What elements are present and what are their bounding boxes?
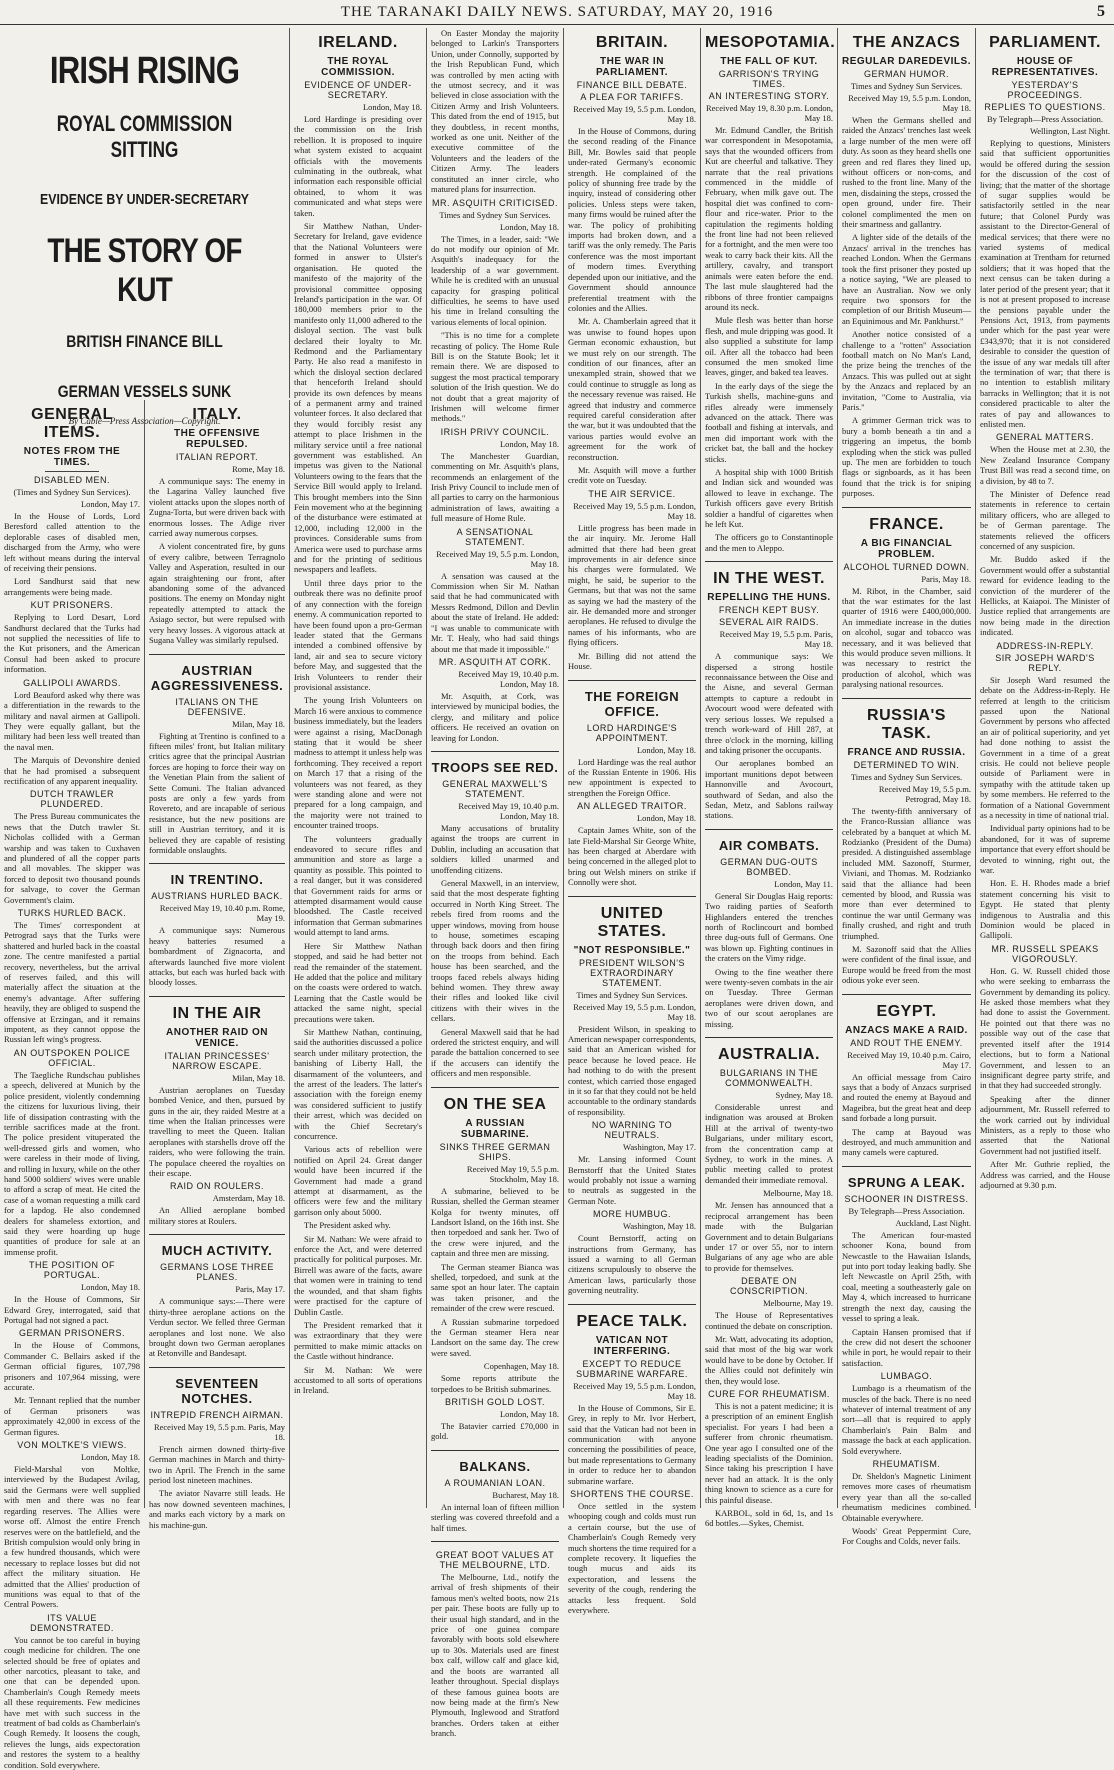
dateline: London, May 18. [636, 744, 696, 755]
section-subheading: THE WAR IN PARLIAMENT. [596, 56, 668, 78]
paragraph: Here Sir Matthew Nathan stopped, and said he had better not read the remainder of the statement. He added that the police and military on the coasts were ordered to watch. Learning that the Castle would be attacked the same night, special precautions were taken. [294, 940, 422, 1024]
article-heading: IRISH PRIVY COUNCIL. [440, 426, 550, 437]
dateline: Bucharest, May 18. [492, 1489, 559, 1500]
paragraph: The young Irish Volunteers on March 16 were anxious to commence business immediately, but the leaders were against a rising, MacDonagh stating that it would be sheer madness to attempt it unless help was forthcoming. They received a report on March 17 that a rising of the volunteers was not feared, as they were standing alone and were not prepared for a long campaign, and the majority were not trained to encounter trained troops. [294, 695, 422, 831]
dateline: London, May 18. [499, 438, 559, 449]
paragraph: The American four-masted schooner Kona, bound from Newcastle to the Hawaiian Islands, put into port today leaking badly. She left Newcastle on April 25th, with coal, meeting a southeasterly gale on May 4, which increased to hurricane strength the next day, causing the vessel to spring a leak. [842, 1229, 971, 1324]
column-general-items [0, 400, 145, 1770]
article-heading: ITS VALUE DEMONSTRATED. [30, 1612, 114, 1633]
paragraph: The Times' correspondent at Petrograd says that the Turks were shattered and hurled back in the coastal zone. The centre manifested a partial recovery, nevertheless, but the arrival of reserves failed, and this will materially affect the situation at the enemy's advantage. After suffering heavily, they are obliged to suspend the offensive at Erzingan, and it remains impotent, as they cannot oppose the Russian left wing's progress. [4, 920, 140, 1045]
paragraph: The twenty-fifth anniversary of the Franco-Russian alliance was celebrated by a banquet at which M. Rodzianko (President of the Duma) presided. A distinguished assemblage included MM. Sazonoff, Sturmer, Viviani, and Thomas. M. Rodzianko said that the alliance had been cemented by blood, and Russia was more than ever determined to continue the war until Germany was finally crushed, and right and truth triumphed. [842, 805, 971, 941]
source-line: By Telegraph—Press Association. [848, 1205, 965, 1216]
article-heading: GARRISON'S TRYING TIMES. [718, 69, 820, 89]
paragraph: Individual party opinions had to be abandoned, for it was of supreme importance that every effort should be devoted to winning, right out, the war. [980, 823, 1110, 875]
section-heading: BRITAIN. [595, 34, 669, 51]
paragraph: Mr. Asquith, at Cork, was interviewed by municipal bodies, the clergy, and military and police officers. He received an ovation on leaving for London. [431, 690, 559, 743]
paragraph: Sir M. Nathan: We were accustomed to all sorts of operations in Ireland. [294, 1364, 422, 1396]
dateline: Copenhagen, May 18. [483, 1361, 559, 1372]
paragraph: Lord Sandhurst said that new arrangements were being made. [4, 576, 140, 597]
article-heading: AN OUTSPOKEN POLICE OFFICIAL. [13, 1047, 131, 1068]
section-heading: ON THE SEA [443, 1095, 547, 1113]
paragraph: Hon. G. W. Russell chided those who were seeking to embarrass the Government by demanding its policy. He asked those members what they had done to assist the Government. He pointed out that there was no possible way out of the case that prevented itself after the 1914 elections, but to form a National Government, and lessen to an insignificant degree party strife, and in that they had succeeded strongly. [980, 965, 1110, 1091]
paragraph: A communique says:—There were thirty-three aeroplane actions on the Verdun sector. We felled three German aeroplanes and lost none. We also brought down two German aeroplanes at Retonville and Bandesapt. [149, 1296, 285, 1359]
section-subheading: THE FALL OF KUT. [720, 56, 818, 67]
column-ireland-continued [427, 28, 564, 1739]
section-subheading: "NOT RESPONSIBLE." [573, 944, 691, 956]
article-heading: AND ROUT THE ENEMY. [850, 1037, 963, 1048]
dateline: Melbourne, May 19. [763, 1298, 833, 1309]
paragraph: General Maxwell said that he had ordered the strictest enquiry, and will parade the battalion concerned to see if the accusers can identify the officers and men responsible. [431, 1026, 559, 1079]
paragraph: You cannot be too careful in buying cough medicine for children. The one selected should be free of opiates and other narcotics, pleasant to take, and one that can be depended upon. Chamberlain's Cough Remedy meets all these requirements. Few medicines have met with such success in the treatment of bad colds as Chamberlain's Cough Remedy. It loosens the cough, relieves the lungs, aids expectoration and restores the system to a healthy condition. Sold everywhere. [4, 1634, 140, 1770]
dateline: Auckland, Last Night. [895, 1217, 971, 1228]
section-heading: EGYPT. [876, 1002, 937, 1020]
article-heading: THE POSITION OF PORTUGAL. [28, 1260, 115, 1281]
dateline: Received May 19, 10.40 p.m. London, May 18. [458, 668, 559, 689]
section-heading: THE FOREIGN OFFICE. [584, 688, 680, 719]
dateline: London, May 18. [362, 102, 422, 112]
section-subheading: HOUSE OF REPRESENTATIVES. [991, 56, 1099, 78]
paragraph: An Allied aeroplane bombed military stores at Roulers. [149, 1205, 285, 1226]
banner-headline-irish-rising: IRISH RISING [49, 50, 240, 92]
paragraph: Until three days prior to the outbreak there was no definite proof of any connection with the foreign enemy. A communication reported to have been found upon a pro-German leader stated that the Germans intended a combined offensive by land, air and sea to secure victory before May, and suggested that the Irish Volunteers to render their provisional assistance. [294, 577, 422, 692]
dateline: Amsterdam, May 18. [212, 1193, 285, 1204]
paragraph: Mr. Edmund Candler, the British war correspondent in Mesopotamia, says that the wounded officers from Kut are cheerful and talkative. They narrate that the real privations commenced in the middle of February, when milk gave out. The hospital diet was confined to corn-flour and rice-water. Prior to the capitulation the regiments holding the front line had not been relieved for a fortnight, and the men were too weak to carry back their kits. All the artillery, cavalry, and transport animals were eaten before the end. The last mule slaughtered had the ribbons of three frontier campaigns around its neck. [705, 125, 833, 312]
paragraph: French airmen downed thirty-five German machines in March and thirty-two in April. The French in the same period lost nineteen machines. [149, 1443, 285, 1485]
column-italy [145, 400, 290, 1530]
paragraph: Another notice consisted of a challenge to a "rotten" Association football match on No Man's Land, the prize being the trenches of the Anzacs. This was pulled out at sight by the Anzacs and replaced by an invitation, "Come to Australia, via Paris." [842, 329, 971, 412]
advert-paragraph: Woods' Great Peppermint Cure, For Coughs and Colds, never fails. [842, 1526, 971, 1547]
article-heading: ALCOHOL TURNED DOWN. [843, 561, 970, 572]
section-heading: MUCH ACTIVITY. [161, 1243, 273, 1259]
dateline: Received May 19, 5.5 p.m. Stockholm, May 18. [466, 1163, 559, 1184]
dateline: Received May 19, 8.30 p.m. London, May 18. [705, 103, 833, 123]
article-heading: ITALIAN REPORT. [175, 452, 259, 462]
advert-paragraph: Dr. Sheldon's Magnetic Liniment removes more cases of rheumatism every year than all the so-called rheumatism medicines combined. Obtainable everywhere. [842, 1470, 971, 1523]
paragraph: Sir Matthew Nathan, Under-Secretary for Ireland, gave evidence that the National Volunteers were formed in answer to Ulster's organisation. He quoted the manifesto of the majority of the provisional committee opposing Ireland's participation in the war. Of 180,000 members prior to the manifesto only 11,000 adhered to the disloyal section. The vast bulk declared their loyalty to Mr. Redmond and the Parliamentary Party. He also read a manifesto in which the disloyal section declared that henceforth Ireland should provide its own defences by means of a permanent army and trained volunteer forces. It also declared that they would forcibly resist any attempt to place Irishmen in the military service until a free national government was established. An impetus was given to the National Volunteers owing to the fears that the Service Bill would apply to Ireland. This brought members into the Sinn Fein movement who at the beginning of the disturbance were estimated at 12,000, including 12,000 in the provinces. Considerable sums from America were used to purchase arms and for the printing of seditious newspapers and leaflets. [294, 221, 422, 575]
article-heading: AUSTRIANS HURLED BACK. [151, 891, 283, 902]
article-heading: A SENSATIONAL STATEMENT. [456, 526, 534, 547]
dateline: Received May 19, 10.40 p.m. Cairo, May 17. [847, 1049, 971, 1070]
article-heading: MR. ASQUITH AT CORK. [438, 656, 552, 667]
paragraph: The camp at Bayoud was destroyed, and much ammunition and many camels were captured. [842, 1126, 971, 1158]
paragraph: A submarine, believed to be Russian, shelled the German steamer Kolga for twenty minutes, off Landsort Island, on the 16th inst. She then torpedoed and sank her. Two of the crew were injured, and the captain and three men are missing. [431, 1185, 559, 1259]
section-subheading: THE OFFENSIVE REPULSED. [174, 428, 260, 450]
section-heading: MESOPOTAMIA. [705, 34, 836, 51]
paragraph: When the House met at 2.30, the New Zealand Insurance Company Trust Bill was read a second time, on a division, by 48 to 7. [980, 444, 1110, 486]
column-ireland [290, 28, 427, 1508]
article-heading: BRITISH GOLD LOST. [444, 1397, 546, 1407]
article-heading: REPLIES TO QUESTIONS. [984, 102, 1106, 112]
paragraph: The volunteers gradually endeavored to secure rifles and ammunition and store as large a quantity as possible. This pointed to a real danger, but it was considered that Government raids for arms or attempted disarmament would cause bloodshed. The Castle received information that German submarines would attempt to land arms. [294, 833, 422, 938]
paragraph: In the House of Commons, Sir Edward Grey, interrogated, said that Portugal had not signed a pact. [4, 1294, 140, 1325]
paragraph: A Russian submarine torpedoed the German steamer Hera near Landsort on the same day. The crew were saved. [431, 1316, 559, 1358]
banner-byline: By Cable—Press Association—Copyright. [68, 416, 221, 426]
source-line: Times and Sydney Sun Services. [439, 209, 551, 220]
paragraph: In the early days of the siege the Turkish shells, machine-guns and rifles already were immensely advanced on the attack. There was football and fishing at intervals, and men did important work with the cricket bat, the ball and the hockey sticks. [705, 380, 833, 464]
article-heading: SEVERAL AIR RAIDS. [719, 617, 819, 628]
article-heading: GENERAL MATTERS. [995, 432, 1094, 443]
paragraph: Owing to the fine weather there were twenty-seven combats in the air on Tuesday. Three German aeroplanes were driven down, and two of our scout aeroplanes are missing. [705, 966, 833, 1029]
paragraph: The Taegliche Rundschau publishes a speech, delivered at Munich by the police president, violently condemning the citizens for luxurious living, their life of dissipation contrasting with the terrible sacrifices made at the front. The police president vituperated the well-dressed girls and women, who were careless in their mode of living, and rolling in luxury, while on the other hand 5000 soldiers' wives were unable to afford a scrap of meat. He cited the case of a woman requesting a milk card for a lapdog. He also condemned dealers for shameless extortion, and said they were hoarding up huge quantities of produce for sale at an immense profit. [4, 1069, 140, 1257]
dateline: Milan, May 18. [232, 718, 285, 729]
paragraph: Considerable unrest and indignation was aroused at Broken Hill at the arrival of twenty-two Bulgarians, under military escort, from the concentration camp at Sydney, to work in the mines. A public meeting called to protest demanded their immediate removal. [705, 1102, 833, 1185]
newspaper-page [0, 28, 1114, 1770]
article-heading: DETERMINED TO WIN. [853, 759, 960, 770]
advert-paragraph: Once settled in the system whooping cough and colds must run a certain course, but the use of Chamberlain's Cough Remedy very much shortens the time required for a complete recovery. It liquefies the tough mucus and aids its expectoration, and lessens the severity of the cough, rendering the attacks less frequent. Sold everywhere. [568, 1500, 696, 1615]
source-line: (Times and Sydney Sun Services). [13, 487, 131, 497]
dateline: Received May 19, 5.5 p.m. London, May 18. [436, 548, 559, 569]
article-heading: GERMAN PRISONERS. [18, 1328, 125, 1339]
article-heading: ITALIANS ON THE DEFENSIVE. [175, 696, 259, 717]
advert-heading: RHEUMATISM. [872, 1458, 941, 1469]
source-line: Times and Sydney Sun Services. [850, 771, 963, 782]
article-heading: ADDRESS-IN-REPLY. [996, 640, 1094, 651]
paragraph: Lord Beauford asked why there was a differentiation in the rewards to the military and naval airmen at Gallipoli. They were equally gallant, but the military had been less well treated than the naval men. [4, 689, 140, 752]
dateline: London, May 18. [80, 1282, 140, 1293]
paragraph: Mr. A. Chamberlain agreed that it was unwise to found hopes upon German economic exhaustion, but we must rely on our strength. The condition of our finances, after an unexampled strain, showed that we could continue to struggle as long as the necessary revenue was raised. He agreed that industry and commerce required careful consideration after the war, but it was undoubted that the various parties would evolve an agreement for the work of reconstruction. [568, 316, 696, 462]
section-heading: ITALY. [192, 406, 242, 423]
dateline: Received May 19, 5.5 p.m. London, May 18. [573, 1380, 696, 1401]
paragraph: Mr. Lansing informed Count Bernstorff that the United States would probably not issue a warning to neutrals as suggested in the German Note. [568, 1154, 696, 1206]
paragraph: Sir Matthew Nathan, continuing, said the authorities discussed a police search under military protection, the banishing of Liberty Hall, the disarmament of the volunteers, and the arrest of the leaders. The latter's association with the foreign enemy was considered sufficient to justify their arrest, which was decided on with the Chief Secretary's concurrence. [294, 1026, 422, 1141]
paragraph: An internal loan of fifteen million sterling was covered threefold and a half times. [431, 1501, 559, 1533]
paragraph: "This is no time for a complete recasting of policy. The Home Rule Bill is on the Statute Book; let it remain there. We are disposed to suggest the most practical temporary solution of the Irish question. We do not doubt that a great majority of Irishmen will welcome firmer methods." [431, 330, 559, 424]
dateline: Washington, May 17. [623, 1142, 696, 1153]
paragraph: Mr. Jensen has announced that a reciprocal arrangement has been made with the Bulgarian Government and to detain Bulgarians under 17 or over 55, nor to intern Bulgarians of any age who are able to provide for themselves. [705, 1200, 833, 1273]
article-heading: LORD HARDINGE'S APPOINTMENT. [586, 722, 678, 743]
banner-headline-story-of-kut: THE STORY OF KUT [47, 232, 242, 309]
paragraph: A communique says: The enemy in the Lagarina Valley launched five violent attacks upon the slopes north of Zugna-Torta, but were driven back with enormous losses. The Adige river carried away numerous corpses. [149, 476, 285, 539]
paragraph: Mr. Buddo asked if the Government would offer a substantial reward for evidence leading to the conviction of the murderer of the Hellicks, at Kaiapoi. The Minister of Justice replied that arrangements are now being made in the direction indicated. [980, 554, 1110, 638]
dateline: Wellington, Last Night. [1029, 126, 1110, 136]
section-heading: IRELAND. [318, 34, 398, 51]
paragraph: The President remarked that it was extraordinary that they were permitted to make mimic attacks on the Castle without hindrance. [294, 1319, 422, 1362]
article-heading: AN INTERESTING STORY. [708, 91, 830, 101]
advert-heading: CURE FOR RHEUMATISM. [708, 1388, 830, 1399]
article-heading: BULGARIANS IN THE COMMONWEALTH. [719, 1068, 819, 1089]
dateline: Received May 19, 5.5 p.m. London, May 18. [573, 104, 696, 124]
dateline: London, May 18. [636, 813, 696, 824]
paragraph: The Times, in a leader, said: "We do not modify our opinion of Mr. Asquith's inadequacy for the leadership of a war government. While he is credited with an unusual capacity for grasping political difficulties, he seems to have used his time in Ireland consulting the various elements of local opinion. [431, 233, 559, 327]
dateline: Melbourne, May 18. [763, 1188, 833, 1199]
advert-paragraph: The Melbourne, Ltd., notify the arrival of fresh shipments of their famous men's welted boots, now 21s per pair. These boots are fully up to their usual high standard, and in the price of one guinea compare favorably with boots sold elsewhere up to 30s. Materials used are finest box calf, willow calf and glace kid, and the boots are warranted all leather throughout. Special displays of these famous guinea boots are now being made at the firm's New Plymouth, Inglewood and Stratford branches. Orders taken at either branch. [431, 1572, 559, 1739]
paragraph: Captain Hansen promised that if the crew did not desert the schooner while in port, he would repair to their satisfaction. [842, 1326, 971, 1368]
paragraph: On Easter Monday the majority belonged to Larkin's Transporters Union, under Connolly, supported by the Irish Republican Fund, which was controlled by men acting with the utmost secrecy, and it was believed in close association with the Citizen Army and Irish Volunteers. This dated from the end of 1915, but they doubtless, in recent months, worked as one unit. Neither of the executive committee of the Volunteers and the leaders of the Citizen Army. The leaders constituted an inner circle, who matured plans for insurrection. [431, 28, 559, 195]
dateline: Paris, May 17. [235, 1284, 285, 1295]
column-britain [564, 28, 701, 1615]
dateline: Sydney, May 18. [775, 1090, 833, 1101]
paragraph: Hon. E. H. Rhodes made a brief statement concerning his visit to Egypt. He stated that plenty indigenous to Australia and this Dominion would be placed in Gallipoli. [980, 878, 1110, 941]
advert-heading: SHORTENS THE COURSE. [570, 1488, 694, 1499]
paragraph: Sir Joseph Ward resumed the debate on the Address-in-Reply. He referred at length to the criticism passed upon the National Government by persons who affected an air of political superiority, and yet had done nothing to assist the Government in a time of a great crisis. He could not believe people outside of Parliament were in sympathy with the attitude taken up by some members. He referred to the formation of a National Government as a necessity in time of national trial. [980, 674, 1110, 820]
paragraph: The aviator Navarre still leads. He has now downed seventeen machines, and marks each victory by a mark on his machine-gun. [149, 1488, 285, 1530]
section-subheading: NOTES FROM THE TIMES. [23, 446, 121, 468]
paragraph: The Minister of Defence read statements in reference to certain military officers, who are alleged to be of German parentage. The statements relieved the officers concerned of any suspicion. [980, 489, 1110, 552]
section-heading: AIR COMBATS. [718, 837, 820, 853]
advert-heading: LUMBAGO. [880, 1371, 933, 1382]
paragraph: A lighter side of the details of the Anzacs' arrival in the trenches has reached London. When the Germans took the first prisoner they posted up a notice saying, "We are pleased to have an Australian. Now we only require two sponsors for the completion of our British Museum—an Equinimous and Mr. Pankhurst." [842, 232, 971, 326]
section-subheading: A BIG FINANCIAL PROBLEM. [860, 537, 953, 560]
section-heading: PARLIAMENT. [989, 34, 1101, 51]
article-heading: AN ALLEGED TRAITOR. [577, 801, 687, 812]
paragraph: Sir M. Nathan: We were afraid to enforce the Act, and were deterred practically for political purposes. Mr. Birrell was aware of the facts, aware that women were in training to tend the wounded, and that sham fights were practised for the capture of Dublin Castle. [294, 1233, 422, 1317]
section-subheading: THE ROYAL COMMISSION. [321, 56, 395, 78]
paragraph: Various acts of rebellion were notified on April 24. Great danger would have been incurred if the Government had made a grand attempt at disarmament, as the officers were few and the military garrison only about 5000. [294, 1144, 422, 1217]
paragraph: A communique says: Numerous heavy batteries resumed a bombardment of Zignacorta, and afterwards launched five more violent attacks, but each was hurled back with bloody losses. [149, 925, 285, 988]
banner-headline-royal-commission: ROYAL COMMISSION SITTING [56, 111, 233, 162]
paragraph: Fighting at Trentino is confined to a fifteen miles' front, but Italian military critics agree that the principal Austrian forces are hoping to force their way on the Venetian Plain from the salient of Sette Comuni. The Italian advanced posts are only a few yards from Rovereto, and are incapable of serious resistance, but the new positions are still in Austrian territory, and it is believed they are capable of resisting formidable onslaughts. [149, 730, 285, 855]
dateline: Received May 19, 5.5 p.m. London, May 18. [573, 500, 696, 521]
article-heading: MR. RUSSELL SPEAKS VIGOROUSLY. [991, 943, 1099, 964]
paragraph: The Press Bureau communicates the news that the Dutch trawler St. Nicholas collided with a German warship and was taken to Cuxhaven and plundered of all the copper parts and all movables. The skipper was forced to deposit two thousand pounds for salvage, to cover the German Government's claim. [4, 811, 140, 905]
dateline: Received May 19, 5.5 p.m. London, May 18. [848, 93, 971, 113]
article-heading: A ROUMANIAN LOAN. [444, 1477, 546, 1488]
article-heading: GERMAN HUMOR. [864, 69, 949, 79]
column-mesopotamia [701, 28, 838, 1529]
section-subheading: ANZACS MAKE A RAID. [845, 1024, 968, 1036]
article-heading: VON MOLTKE'S VIEWS. [17, 1440, 127, 1451]
section-heading: TROOPS SEE RED. [431, 759, 559, 775]
paragraph: Lord Hardinge is presiding over the commission on the Irish rebellion. It is proposed to inquire what system existed to acquaint officials with the movements culminating in the outbreak, what information each responsible official obtained, to whom it was communicated and what steps were taken. [294, 114, 422, 218]
paragraph: A hospital ship with 1000 British and Indian sick and wounded was allowed to leave in exchange. The Turkish officers gave every British soldier a handful of cigarettes when he left Kut. [705, 467, 833, 530]
dateline: London, May 18. [80, 1452, 140, 1463]
article-heading: RAID ON ROULERS. [169, 1181, 264, 1192]
section-heading: RUSSIA'S TASK. [867, 706, 946, 742]
dateline: Rome, May 18. [232, 464, 285, 474]
article-heading: ITALIAN PRINCESSES' NARROW ESCAPE. [164, 1050, 270, 1071]
dateline: Paris, May 18. [921, 573, 971, 584]
paragraph: In the House of Lords, Lord Beresford called attention to the deplorable cases of disabled men, discharged from the Army, who were left without means during the interval of receiving their pensions. [4, 511, 140, 574]
article-heading: SCHOONER IN DISTRESS. [844, 1193, 969, 1204]
masthead [0, 0, 1114, 25]
paragraph: An official message from Cairo says that a body of Anzacs surprised and routed the enemy at Bayoud and Mageibra, but the great heat and deep sand forbade a long pursuit. [842, 1071, 971, 1124]
advert-heading: GREAT BOOT VALUES AT THE MELBOURNE, LTD. [435, 1550, 555, 1571]
paragraph: Replying to questions, Ministers said that sufficient opportunities would be offered during the session for the discussion of the cost of living; that the matter of the shortage of sugar supplies would be satisfactorily settled in the near future; that Colonel Purdy was assistant to the Director-General of medical services; that there were no varied systems of medical examination at Trentham for returned soldiers; that it was hoped that the next census can be taken during a later period of the present year; that it is not at present proposed to increase the pensions payable under the Pensions Act, 1913, from payments under which for the past year were £343,970; that it is not considered desirable to consider the question of the issue of any war medals till after the termination of war; that there is no intention to establish military barracks in Wellington; that it is not considered practicable to alter the rates of pay and allowances to enlisted men. [980, 138, 1110, 429]
advert-paragraph: Lumbago is a rheumatism of the muscles of the back. There is no need whatever of internal treatment of any sort—all that is required to apply Chamberlain's Pain Balm and massage the back at each application. Sold everywhere. [842, 1383, 971, 1456]
section-heading: BALKANS. [459, 1458, 531, 1474]
dateline: Received May 19, 10.40 p.m. Rome, May 19. [159, 903, 285, 924]
paragraph: In the House of Commons, during the second reading of the Finance Bill, Mr. Bowles said that people under-rated Germany's economic strength. He complained of the policy of shunning free trade by the inquiry, instead of considering other policies. Unless steps were taken, many firms would be ruined after the war. The policy of prohibiting imports had broken down, and a tariff was the only remedy. The Paris conference was the most important of modern times. Everything depended upon our initiative, and the Government should announce preferential treatment with the colonies and the Allies. [568, 126, 696, 313]
section-subheading: FRANCE AND RUSSIA. [847, 746, 966, 758]
paragraph: Speaking after the dinner adjournment, Mr. Russell referred to the work carried out by individual Ministers, as a reply to those who asserted that the National Government had not justified itself. [980, 1093, 1110, 1156]
article-heading: FRENCH KEPT BUSY. [718, 605, 820, 616]
banner-headline-evidence: EVIDENCE BY UNDER-SECRETARY [40, 191, 249, 208]
section-subheading: ANOTHER RAID ON VENICE. [166, 1026, 268, 1049]
dateline: London, May 11. [774, 878, 833, 889]
dateline: Received May 19, 5.5 p.m. Petrograd, May 18. [878, 783, 971, 804]
section-subheading: REPELLING THE HUNS. [707, 592, 831, 604]
section-heading: THE ANZACS [852, 34, 961, 51]
paragraph: Mule flesh was better than horse flesh, and mule dripping was good. It also supplied a substitute for lamp oil. After all the tobacco had been consumed the men smoked lime leaves, ginger, and baked tea leaves. [705, 315, 833, 378]
section-heading: PEACE TALK. [576, 1312, 688, 1330]
paragraph: M. Ribot, in the Chamber, said that the war estimates for the last quarter of 1916 were £400,000,000. An immediate increase in the duties on alcohol, sugar and tobacco was necessary, and it was believed that this would produce seven millions. It was necessary to restrict the production of alcohol, which was paralysing national resources. [842, 585, 971, 690]
section-heading: IN TRENTINO. [170, 872, 264, 888]
article-heading: TURKS HURLED BACK. [17, 908, 127, 918]
section-heading: UNITED STATES. [597, 904, 667, 940]
paragraph: The President asked why. [304, 1220, 391, 1231]
paragraph: The Manchester Guardian, commenting on Mr. Asquith's plans, recommends an enlargement of the Irish Privy Council to include men of all parties to carry on the harmonious administration of laws, awaiting a full measure of Home Rule. [431, 450, 559, 524]
article-heading: THE AIR SERVICE. [588, 488, 676, 499]
section-heading: SEVENTEEN NOTCHES. [175, 1375, 259, 1406]
dateline: Received May 19, 5.5 p.m. Paris, May 18. [153, 1421, 285, 1442]
source-line: Times and Sydney Sun Services. [576, 989, 688, 1000]
column-anzacs [838, 28, 976, 1547]
paragraph: The German steamer Bianca was shelled, torpedoed, and sunk at the same spot an hour later. The captain was taken prisoner, and the remainder of the crew were rescued. [431, 1261, 559, 1314]
article-heading: MORE HUMBUG. [593, 1209, 671, 1220]
article-heading: GERMAN DUG-OUTS BOMBED. [720, 856, 818, 877]
article-heading: GALLIPOLI AWARDS. [23, 677, 121, 688]
section-heading: IN THE WEST. [713, 570, 825, 588]
article-heading: DEBATE ON CONSCRIPTION. [729, 1276, 808, 1297]
dateline: Received May 19, 5.5 p.m. London, May 18. [573, 1001, 696, 1022]
paragraph: In the House of Commons, Commander C. Bellairs asked if the German official figures, 107,798 prisoners and 107,964 missing, were accurate. [4, 1340, 140, 1393]
section-heading: AUSTRIAN AGGRESSIVENESS. [150, 662, 284, 693]
article-heading: EVIDENCE OF UNDER-SECRETARY. [304, 80, 412, 100]
paragraph: Some reports attribute the torpedoes to be British submarines. [431, 1373, 559, 1394]
article-heading: EXCEPT TO REDUCE SUBMARINE WARFARE. [576, 1358, 688, 1379]
section-heading: SPRUNG A LEAK. [847, 1174, 966, 1190]
paragraph: President Wilson, in speaking to American newspaper correspondents, said that an American wished for peace because he loved peace. He had nothing to do with the present contest, which carried those engaged in it so far that they could not be held accountable to the ordinary standards of responsibility. [568, 1023, 696, 1117]
paragraph: Captain James White, son of the late Field-Marshal Sir George White, has been charged at Aberdare with being concerned in the alleged plot to bring out Welsh miners on strike if Connolly were shot. [568, 825, 696, 888]
section-subheading: REGULAR DAREDEVILS. [842, 56, 971, 67]
source-line: By Telegraph—Press Association. [986, 114, 1104, 124]
article-heading: YESTERDAY'S PROCEEDINGS. [1007, 80, 1083, 100]
paragraph: Mr. Watt, advocating its adoption, said that most of the big war work would have to be done by October. If the Allies could not definitely win then, they would lose. [705, 1333, 833, 1386]
dateline: Milan, May 18. [232, 1072, 285, 1083]
article-heading: SINKS THREE GERMAN SHIPS. [439, 1141, 551, 1162]
section-heading: FRANCE. [869, 515, 944, 533]
dateline: London, May 18. [499, 1409, 559, 1419]
advert-paragraph: This is not a patent medicine; it is a prescription of an eminent English specialist. For years I had been a sufferer from chronic rheumatism. One year ago I consulted one of the leading specialists of the Dominion. Since taking his prescription I have never had an attack. It is the only thing known to science as a cure for this painful disease. [705, 1400, 833, 1505]
article-heading: PRESIDENT WILSON'S EXTRAORDINARY STATEMENT. [578, 957, 686, 988]
article-heading: DUTCH TRAWLER PLUNDERED. [29, 789, 114, 810]
paragraph: The Marquis of Devonshire denied that he had promised a subsequent rectification of any apparent inequality. [4, 755, 140, 786]
article-heading: GENERAL MAXWELL'S STATEMENT. [442, 778, 548, 799]
banner-headline-vessels-sunk: GERMAN VESSELS SUNK [57, 382, 232, 401]
paragraph: When the Germans shelled and raided the Anzacs' trenches last week a large number of the men were off duty. As soon as they heard shells one green and red flares they lined up, without officers or non-coms, and rushed to the front line. Many of the men, disdaining the steps, crossed the open ground, under fire. Their colonel complimented the men on their smartness and gallantry. [842, 115, 971, 230]
paragraph: General Maxwell, in an interview, said that the most desperate fighting occurred in North King Street. The rebels fired from rooms and the upper windows, moving from house to house, sometimes escaping through back doors and then firing on the troops from behind. Each house has been searched, and the troops faced rebels always hiding behind women. They threw away their rifles and looked like civil citizens with their wives in the cellars. [431, 877, 559, 1024]
article-heading: MR. ASQUITH CRITICISED. [431, 197, 558, 208]
paragraph: After Mr. Guthrie replied, the Address was carried, and the House adjourned at 9.30 p.m. [980, 1159, 1110, 1190]
paragraph: Little progress has been made in the air inquiry. Mr. Jerome Hall admitted that there had been great improvements in air defence since his charges were formulated. We might, he said, be superior to the Germans, but that was not the same as saying we had the mastery of the air. He demanded more and stronger aeroplanes. He refused to divulge the names of his informants, who are flying officers. [568, 522, 696, 648]
dateline: Received May 19, 10.40 p.m. London, May 18. [458, 800, 559, 821]
dateline: Washington, May 18. [623, 1221, 696, 1232]
masthead-title: THE TARANAKI DAILY NEWS. SATURDAY, MAY 20, 1916 [340, 4, 774, 20]
paragraph: A sensation was caused at the Commission when Sir M. Nathan said that he had communicated with Messrs Redmond, Dillon and Devlin about the state of Ireland. He added: "I was unable to communicate with Mr. T. Healy, who had said things about me that made it impossible." [431, 570, 559, 654]
paragraph: Replying to Lord Desart, Lord Sandhurst declared that the Turks had not supplied the necessities of life to the Kut prisoners, and the American Consul had been asked to procure information. [4, 612, 140, 675]
paragraph: Mr. Asquith will move a further credit vote on Tuesday. [568, 465, 696, 486]
paragraph: The Batavier carried £70,000 in gold. [431, 1421, 559, 1442]
article-heading: GERMANS LOSE THREE PLANES. [160, 1262, 274, 1283]
paragraph: Mr. Billing did not attend the House. [568, 650, 696, 672]
paragraph: A grimmer German trick was to bury a bomb beneath a tin and a triggering an impetus, the bomb exploding when the stick was pulled up. The men are forbidden to touch flags or signboards, as it has been found that the trick is for sniping purposes. [842, 415, 971, 499]
advert-paragraph: KARBOL, sold in 6d, 1s, and 1s 6d bottles.—Sykes, Chemist. [705, 1508, 833, 1529]
section-heading: GENERAL ITEMS. [31, 406, 113, 441]
paragraph: The officers go to Constantinople and the men to Aleppo. [705, 532, 833, 553]
article-heading: KUT PRISONERS. [30, 600, 114, 611]
article-heading: FINANCE BILL DEBATE. [576, 80, 688, 90]
article-heading: A PLEA FOR TARIFFS. [580, 92, 684, 102]
paragraph: Many accusations of brutality against the troops are current in Dublin, including an accusation that soldiers killed unarmed and unoffending citizens. [431, 822, 559, 875]
banner-headline-finance-bill: BRITISH FINANCE BILL [66, 332, 223, 351]
dateline: London, May 17. [80, 499, 140, 509]
article-heading: INTREPID FRENCH AIRMAN. [150, 1409, 284, 1420]
paragraph: Our aeroplanes bombed an important munitions depot between Hannonville and Avocourt, southward of Sedan, and also the Sedan, Metz, and Sablons railway stations. [705, 758, 833, 821]
dateline: London, May 18. [499, 221, 559, 232]
paragraph: Mr. Tennant replied that the number of German prisoners was approximately 42,000 in excess of the German figures. [4, 1395, 140, 1437]
page-number: 5 [1097, 3, 1106, 20]
paragraph: A communique says: We dispersed a strong hostile reconnaissance between the Oise and the Aisne, and several German attempts to capture a redoubt in Avocourt wood were defeated with very serious losses. We repulsed a trench work-ward of Hill 287, at three o'clock in the morning, killing and taking prisoner the occupants. [705, 651, 833, 755]
article-heading: NO WARNING TO NEUTRALS. [591, 1120, 673, 1141]
dateline: Received May 19, 5.5 p.m. Paris, May 18. [719, 629, 833, 650]
paragraph: A violent concentrated fire, by guns of every calibre, between Terragnolo Valley and Asperation, resulted in our again straightening our front, after abandoning some of the advanced positions. The enemy on Monday night repeatedly attempted to attack the Asiago sector, but were repulsed with very heavy losses. A vigorous attack at Sugana Valley was similarly repulsed. [149, 541, 285, 646]
paragraph: M. Sazonoff said that the Allies were confident of the final issue, and Europe would be freed from the most odious yoke ever seen. [842, 943, 971, 986]
paragraph: Austrian aeroplanes on Tuesday bombed Venice, and then, pursued by guns in the air, they raided Mestre at a time when the Italian princesses were travelling to meet the Queen. Italian aeroplanes with starshells drove off the raiders, who were following the train. The populace cheered the royalties on their escape. [149, 1084, 285, 1179]
paragraph: In the House of Commons, Sir E. Grey, in reply to Mr. Ivor Herbert, said that the Vatican had not been in communication with anyone concerning the possibilities of peace, but made representations to Germany in order to reduce her to abandon submarine warfare. [568, 1402, 696, 1486]
paragraph: General Sir Douglas Haig reports: Two raiding parties of Seaforth Highlanders entered the trenches north of Roclincourt and bombed three dug-outs full of Germans. One was blown up. Fighting continues in the craters on the Vimy ridge. [705, 890, 833, 964]
section-subheading: A RUSSIAN SUBMARINE. [460, 1117, 530, 1140]
paragraph: Lord Hardinge was the real author of the Russian Entente in 1906. His new appointment is expected to strengthen the Foreign Office. [568, 756, 696, 798]
article-heading: SIR JOSEPH WARD'S REPLY. [995, 652, 1095, 673]
source-line: Times and Sydney Sun Services. [850, 81, 963, 91]
section-heading: IN THE AIR [172, 1004, 262, 1022]
column-parliament [976, 28, 1114, 1508]
paragraph: Field-Marshal von Moltke, interviewed by the Budapest Avilag, said the Germans were well supplied with men and there was no fear regarding reserves. The Allies were worse off. Almost the entire French reserves were on the battlefield, and the British compulsion would only bring in a few hundred thousands, which were necessary to replace losses but did not affect the military situation. He admitted that the Allies' production of munitions was equal to that of the Central Powers. [4, 1464, 140, 1610]
section-subheading: VATICAN NOT INTERFERING. [593, 1334, 671, 1357]
section-heading: AUSTRALIA. [718, 1046, 820, 1064]
article-heading: DISABLED MEN. [33, 475, 111, 485]
paragraph: Count Bernstorff, acting on instructions from Germany, has issued a warning to all German citizens scrupulously to observe the American laws, particularly those governing neutrality. [568, 1233, 696, 1296]
paragraph: The House of Representatives continued the debate on conscription. [705, 1310, 833, 1331]
